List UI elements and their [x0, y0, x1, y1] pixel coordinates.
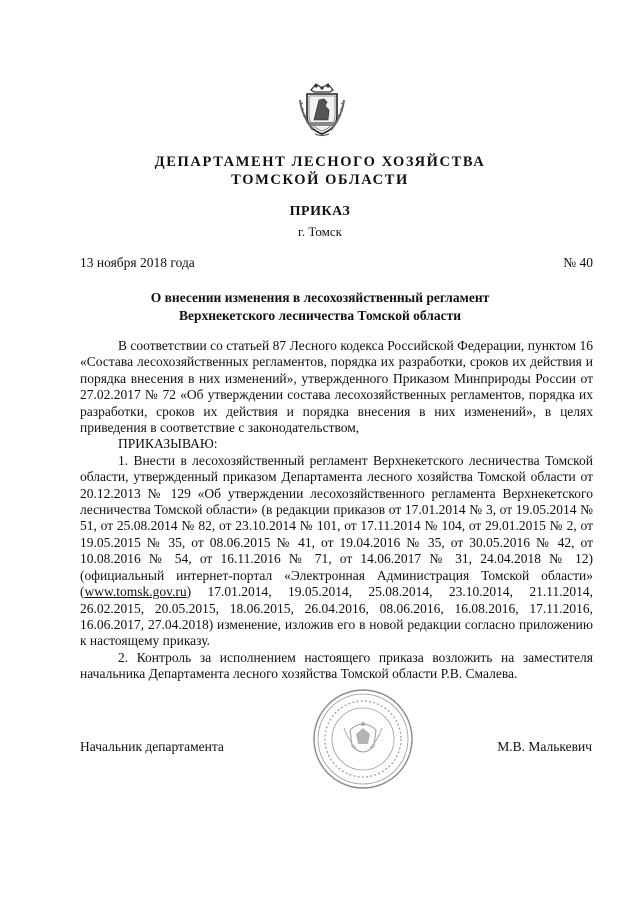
subject-line1: О внесении изменения в лесохозяйственный регламент: [150, 290, 490, 305]
item-1-text-end: ) 17.01.2014, 19.05.2014, 25.08.2014, 23.10.2014, 21.11.2014, 26.02.2015, 20.05.2015, 18.06.2015, 26.04.2016, 08.06.2016, 16.08.2016, 17.11.2016, 16.06.2017, 27.04.2018) изменение, изложив его в новой редакции согласно приложению к настоящему приказу.: [80, 584, 593, 649]
coat-of-arms-emblem: [297, 80, 347, 138]
item-1-paragraph: [80, 453, 593, 650]
item-2-paragraph: 2. Контроль за исполнением настоящего приказа возложить на заместителя начальника Департамента лесного хозяйства Томской области Р.В. Смалева.: [80, 649, 593, 682]
signatory-position: Начальник департамента: [80, 739, 224, 754]
department-name-line2: ТОМСКОЙ ОБЛАСТИ: [231, 172, 409, 188]
order-number: № 40: [563, 255, 593, 270]
order-body: [80, 338, 593, 683]
order-date: 13 ноября 2018 года: [80, 255, 195, 270]
intro-paragraph: В соответствии со статьей 87 Лесного кодекса Российской Федерации, пунктом 16 «Состава лесохозяйственных регламентов, порядка их разработки, сроков их действия и порядка внесения в них изменений», утвержденного Приказом Минприроды России от 27.02.2017 № 72 «Об утверждении состава лесохозяйственных регламентов, порядка их разработки, сроков их действия и порядка внесения в них изменений», в целях приведения в соответствие с законодательством,: [80, 338, 593, 436]
department-name-line1: ДЕПАРТАМЕНТ ЛЕСНОГО ХОЗЯЙСТВА: [154, 154, 486, 170]
document-type-title: ПРИКАЗ: [289, 204, 351, 219]
item-1-text-start: 1. Внести в лесохозяйственный регламент Верхнекетского лесничества Томской области, утвержденный приказом Департамента лесного хозяйства Томской области от 20.12.2013 № 129 «Об утверждении лесохозяйственного регламента Верхнекетского лесничества Томской области» (в редакции приказов от 17.01.2014 № 3, от 19.05.2014 № 51, от 25.08.2014 № 82, от 23.10.2014 № 101, от 17.11.2014 № 104, от 29.01.2015 № 2, от 19.05.2015 № 35, от 08.06.2015 № 41, от 19.04.2016 № 35, от 30.05.2016 № 42, от 10.08.2016 № 54, от 16.11.2016 № 71, от 14.06.2017 № 31, 24.04.2018 № 12) (официальный интернет-портал «Электронная Администрация Томской области» (: [80, 452, 593, 600]
official-seal-stamp: [312, 688, 414, 790]
city-label: г. Томск: [298, 224, 342, 239]
order-directive-word: ПРИКАЗЫВАЮ:: [118, 436, 218, 452]
website-link[interactable]: www.tomsk.gov.ru: [84, 584, 187, 600]
subject-line2: Верхнекетского лесничества Томской области: [178, 308, 462, 323]
signatory-name: М.В. Малькевич: [497, 739, 592, 754]
